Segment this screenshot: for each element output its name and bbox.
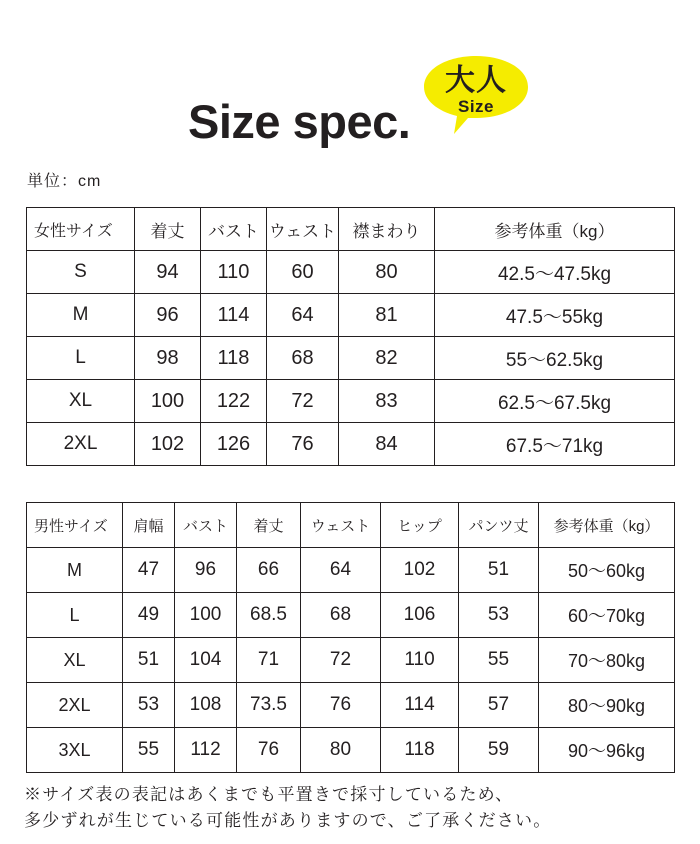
cell-collar: 82: [339, 337, 435, 380]
cell-waist: 76: [301, 683, 381, 728]
table-row: [27, 294, 675, 337]
column-header: ウェスト: [301, 503, 381, 548]
cell-pants-length: 53: [459, 593, 539, 638]
cell-length: 96: [135, 294, 201, 337]
cell-weight: 67.5〜71kg: [435, 423, 675, 466]
cell-weight: 42.5〜47.5kg: [435, 251, 675, 294]
table-row: [27, 728, 675, 773]
men-size-table: [26, 502, 675, 773]
cell-size: M: [27, 548, 123, 593]
table-row: [27, 548, 675, 593]
cell-length: 76: [237, 728, 301, 773]
table-header-row: [27, 503, 675, 548]
table-header-row: [27, 208, 675, 251]
cell-pants-length: 59: [459, 728, 539, 773]
cell-weight: 70〜80kg: [539, 638, 675, 683]
table-row: [27, 683, 675, 728]
cell-length: 66: [237, 548, 301, 593]
cell-bust: 110: [201, 251, 267, 294]
unit-note: 単位：cm: [27, 173, 102, 190]
cell-weight: 60〜70kg: [539, 593, 675, 638]
cell-pants-length: 57: [459, 683, 539, 728]
title-area: [0, 0, 700, 160]
column-header: バスト: [175, 503, 237, 548]
cell-shoulder: 53: [123, 683, 175, 728]
cell-pants-length: 51: [459, 548, 539, 593]
cell-weight: 47.5〜55kg: [435, 294, 675, 337]
cell-weight: 80〜90kg: [539, 683, 675, 728]
cell-size: 2XL: [27, 423, 135, 466]
cell-waist: 60: [267, 251, 339, 294]
cell-length: 71: [237, 638, 301, 683]
cell-length: 68.5: [237, 593, 301, 638]
cell-weight: 62.5〜67.5kg: [435, 380, 675, 423]
footnote-line-1: ※サイズ表の表記はあくまでも平置きで採寸しているため、: [24, 785, 514, 804]
cell-collar: 84: [339, 423, 435, 466]
cell-length: 73.5: [237, 683, 301, 728]
cell-hip: 118: [381, 728, 459, 773]
cell-size: L: [27, 593, 123, 638]
cell-waist: 64: [267, 294, 339, 337]
table-row: [27, 423, 675, 466]
cell-size: M: [27, 294, 135, 337]
cell-collar: 83: [339, 380, 435, 423]
cell-weight: 55〜62.5kg: [435, 337, 675, 380]
cell-bust: 104: [175, 638, 237, 683]
cell-waist: 72: [301, 638, 381, 683]
cell-pants-length: 55: [459, 638, 539, 683]
cell-length: 98: [135, 337, 201, 380]
cell-length: 102: [135, 423, 201, 466]
cell-waist: 68: [301, 593, 381, 638]
table-row: [27, 337, 675, 380]
cell-shoulder: 51: [123, 638, 175, 683]
cell-shoulder: 49: [123, 593, 175, 638]
cell-hip: 110: [381, 638, 459, 683]
badge-main-text: 大人: [445, 64, 507, 97]
badge-sub-text: Size: [457, 97, 495, 116]
table-row: [27, 593, 675, 638]
column-header: 肩幅: [123, 503, 175, 548]
cell-waist: 80: [301, 728, 381, 773]
cell-shoulder: 47: [123, 548, 175, 593]
cell-size: 3XL: [27, 728, 123, 773]
column-header: 着丈: [135, 208, 201, 251]
cell-bust: 118: [201, 337, 267, 380]
cell-size: S: [27, 251, 135, 294]
cell-size: XL: [27, 638, 123, 683]
cell-waist: 64: [301, 548, 381, 593]
cell-size: 2XL: [27, 683, 123, 728]
column-header: 男性サイズ: [27, 503, 123, 548]
page-title: Size spec.: [188, 95, 411, 148]
cell-shoulder: 55: [123, 728, 175, 773]
cell-hip: 114: [381, 683, 459, 728]
women-size-table: [26, 207, 675, 466]
adult-size-badge: [424, 56, 528, 134]
column-header: 襟まわり: [339, 208, 435, 251]
cell-size: L: [27, 337, 135, 380]
table-row: [27, 638, 675, 683]
table-row: [27, 251, 675, 294]
cell-collar: 81: [339, 294, 435, 337]
footnote: [24, 782, 684, 835]
cell-bust: 96: [175, 548, 237, 593]
cell-collar: 80: [339, 251, 435, 294]
badge-label: [424, 66, 528, 115]
cell-length: 100: [135, 380, 201, 423]
cell-waist: 68: [267, 337, 339, 380]
cell-bust: 114: [201, 294, 267, 337]
cell-hip: 106: [381, 593, 459, 638]
cell-length: 94: [135, 251, 201, 294]
column-header: 着丈: [237, 503, 301, 548]
cell-waist: 72: [267, 380, 339, 423]
cell-weight: 90〜96kg: [539, 728, 675, 773]
column-header: 女性サイズ: [27, 208, 135, 251]
cell-weight: 50〜60kg: [539, 548, 675, 593]
cell-bust: 112: [175, 728, 237, 773]
cell-size: XL: [27, 380, 135, 423]
cell-hip: 102: [381, 548, 459, 593]
cell-bust: 108: [175, 683, 237, 728]
column-header: ウェスト: [267, 208, 339, 251]
column-header: パンツ丈: [459, 503, 539, 548]
cell-bust: 122: [201, 380, 267, 423]
cell-bust: 126: [201, 423, 267, 466]
column-header: 参考体重（kg）: [435, 208, 675, 251]
column-header: ヒップ: [381, 503, 459, 548]
column-header: バスト: [201, 208, 267, 251]
cell-bust: 100: [175, 593, 237, 638]
footnote-line-2: 多少ずれが生じている可能性がありますので、ご了承ください。: [24, 811, 552, 831]
cell-waist: 76: [267, 423, 339, 466]
column-header: 参考体重（kg）: [539, 503, 675, 548]
table-row: [27, 380, 675, 423]
